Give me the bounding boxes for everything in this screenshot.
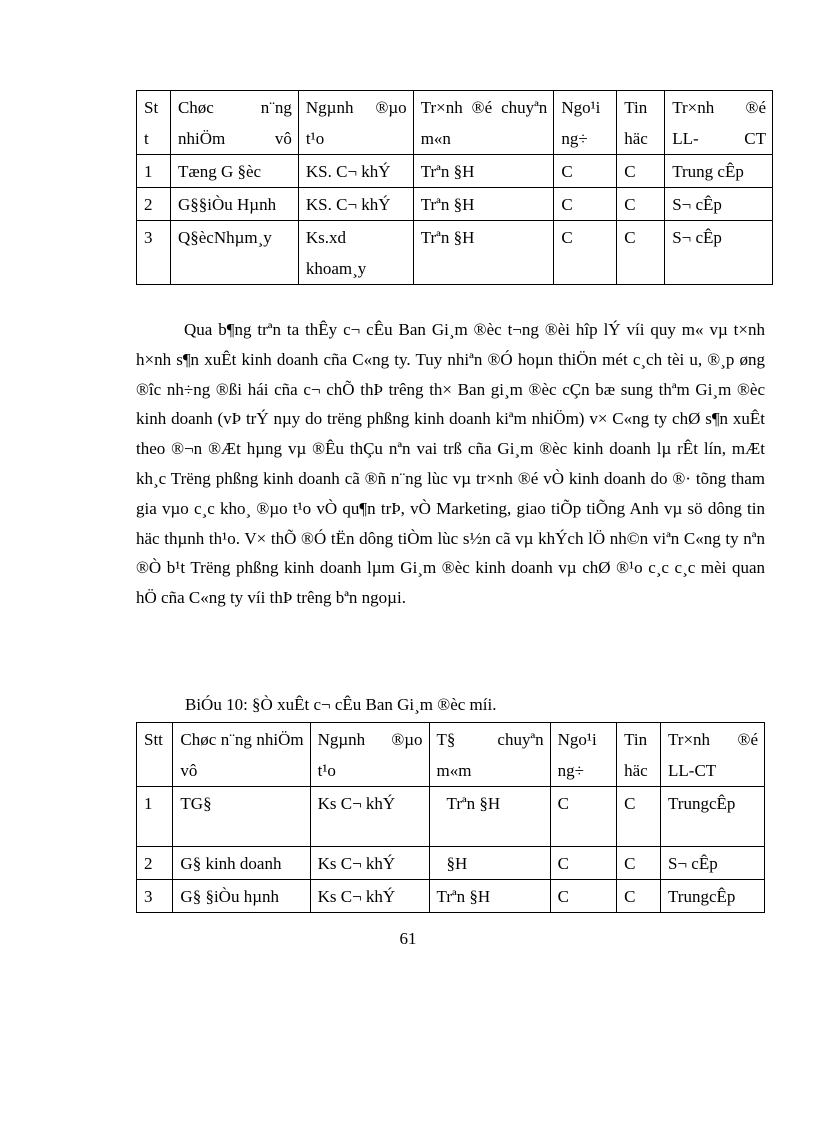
table-cell: Ks C¬ khÝ [310, 787, 429, 847]
table-cell: 2 [137, 188, 171, 221]
header-cell: T§ chuyªn m«m [429, 723, 550, 787]
table-header-row [137, 91, 773, 155]
table-cell: C [617, 221, 665, 285]
table-cell: Trªn §H [413, 188, 554, 221]
table-cell: Ks C¬ khÝ [310, 847, 429, 880]
table-cell: Q§ècNhµm¸y [170, 221, 298, 285]
body-paragraph: Qua b¶ng trªn ta thÊy c¬ cÊu Ban Gi¸m ®èc t¬ng ®èi hîp lÝ víi quy m« vµ t×nh h×nh s¶n xuÊt kinh doanh cña C«ng ty. Tuy nhiªn ®Ó hoµn thiÖn mét c¸ch tèi u, ®¸p øng ®îc nh÷ng ®ßi hái cña c¬ chÕ thÞ trêng th× Ban gi¸m ®èc cÇn bæ sung thªm Gi¸m ®èc kinh doanh (vÞ trÝ nµy do trëng phßng kinh doanh kiªm nhiÖm) v× C«ng ty chØ s¶n xuÊt theo ®¬n ®Æt hµng vµ ®Êu thÇu nªn vai trß cña Gi¸m ®èc kinh doanh lµ rÊt lín, mÆt kh¸c Trëng phßng kinh doanh cã ®ñ n¨ng lùc vµ tr×nh ®é vÒ kinh doanh do ®· tõng tham gia vµo c¸c kho¸ ®µo t¹o vÒ qu¶n trÞ, vÒ Marketing, giao tiÕp tiÕng Anh vµ sö dông tin häc thµnh th¹o. V× thÕ ®Ó tËn dông tiÒm lùc s½n cã vµ khÝch lÖ nh©n viªn C«ng ty nªn ®Ò b¹t Trëng phßng kinh doanh lµm Gi¸m ®èc kinh doanh vµ chØ ®¹o c¸c c¸c mèi quan hÖ cña C«ng ty víi thÞ trêng bªn ngoµi. [136, 320, 765, 608]
header-cell: Tin häc [617, 91, 665, 155]
table-row [137, 155, 773, 188]
table-cell: Trªn §H [413, 155, 554, 188]
table-cell: Trªn §H [429, 880, 550, 913]
table-cell: C [554, 155, 617, 188]
table-cell: TG§ [173, 787, 310, 847]
table-cell: KS. C¬ khÝ [298, 188, 413, 221]
header-cell: Ngµnh ®µo t¹o [310, 723, 429, 787]
header-cell: Chøc n¨ng nhiÖm vô [173, 723, 310, 787]
table-cell: C [554, 221, 617, 285]
table-cell: 1 [137, 155, 171, 188]
table-row [137, 880, 765, 913]
table-cell: G§ §iÒu hµnh [173, 880, 310, 913]
header-cell: Tin häc [617, 723, 661, 787]
header-cell: Tr×nh ®é LL- CT [665, 91, 773, 155]
page-number: 61 [399, 929, 417, 948]
table-cell: Ks C¬ khÝ [310, 880, 429, 913]
table-caption: BiÓu 10: §Ò xuÊt c¬ cÊu Ban Gi¸m ®èc míi. [185, 695, 497, 714]
board-structure-table [136, 90, 773, 285]
table-row [137, 188, 773, 221]
table-row [137, 221, 773, 285]
table-cell: 2 [137, 847, 173, 880]
table-cell: C [550, 787, 616, 847]
table-cell: G§ kinh doanh [173, 847, 310, 880]
header-cell: Ngµnh ®µo t¹o [298, 91, 413, 155]
table-cell: C [550, 847, 616, 880]
header-cell: Stt [137, 723, 173, 787]
table-cell: S¬ cÊp [665, 188, 773, 221]
table-cell: TrungcÊp [661, 787, 765, 847]
table-cell: S¬ cÊp [665, 221, 773, 285]
table-cell: Trªn §H [429, 787, 550, 847]
table-cell: 1 [137, 787, 173, 847]
table-cell: C [554, 188, 617, 221]
table-row [137, 787, 765, 847]
table-cell: S¬ cÊp [661, 847, 765, 880]
proposed-board-table [136, 722, 765, 913]
table-cell: TrungcÊp [661, 880, 765, 913]
table-cell: 3 [137, 880, 173, 913]
table-cell: C [617, 847, 661, 880]
header-cell: Ngo¹i ng÷ [550, 723, 616, 787]
header-cell: St t [137, 91, 171, 155]
table-header-row [137, 723, 765, 787]
table-cell: KS. C¬ khÝ [298, 155, 413, 188]
header-cell: Chøc n¨ng nhiÖm vô [170, 91, 298, 155]
header-cell: Tr×nh ®é LL-CT [661, 723, 765, 787]
table-cell: C [617, 787, 661, 847]
table-cell: Tæng G §èc [170, 155, 298, 188]
table-cell: Trªn §H [413, 221, 554, 285]
table-cell: C [617, 880, 661, 913]
header-cell: Ngo¹i ng÷ [554, 91, 617, 155]
table-cell: 3 [137, 221, 171, 285]
table-cell: C [617, 155, 665, 188]
header-cell: Tr×nh ®é chuyªn m«n [413, 91, 554, 155]
table-cell: §H [429, 847, 550, 880]
table-cell: Ks.xd khoam¸y [298, 221, 413, 285]
table-row [137, 847, 765, 880]
table-cell: C [550, 880, 616, 913]
table-cell: Trung cÊp [665, 155, 773, 188]
table-cell: G§§iÒu Hµnh [170, 188, 298, 221]
table-cell: C [617, 188, 665, 221]
